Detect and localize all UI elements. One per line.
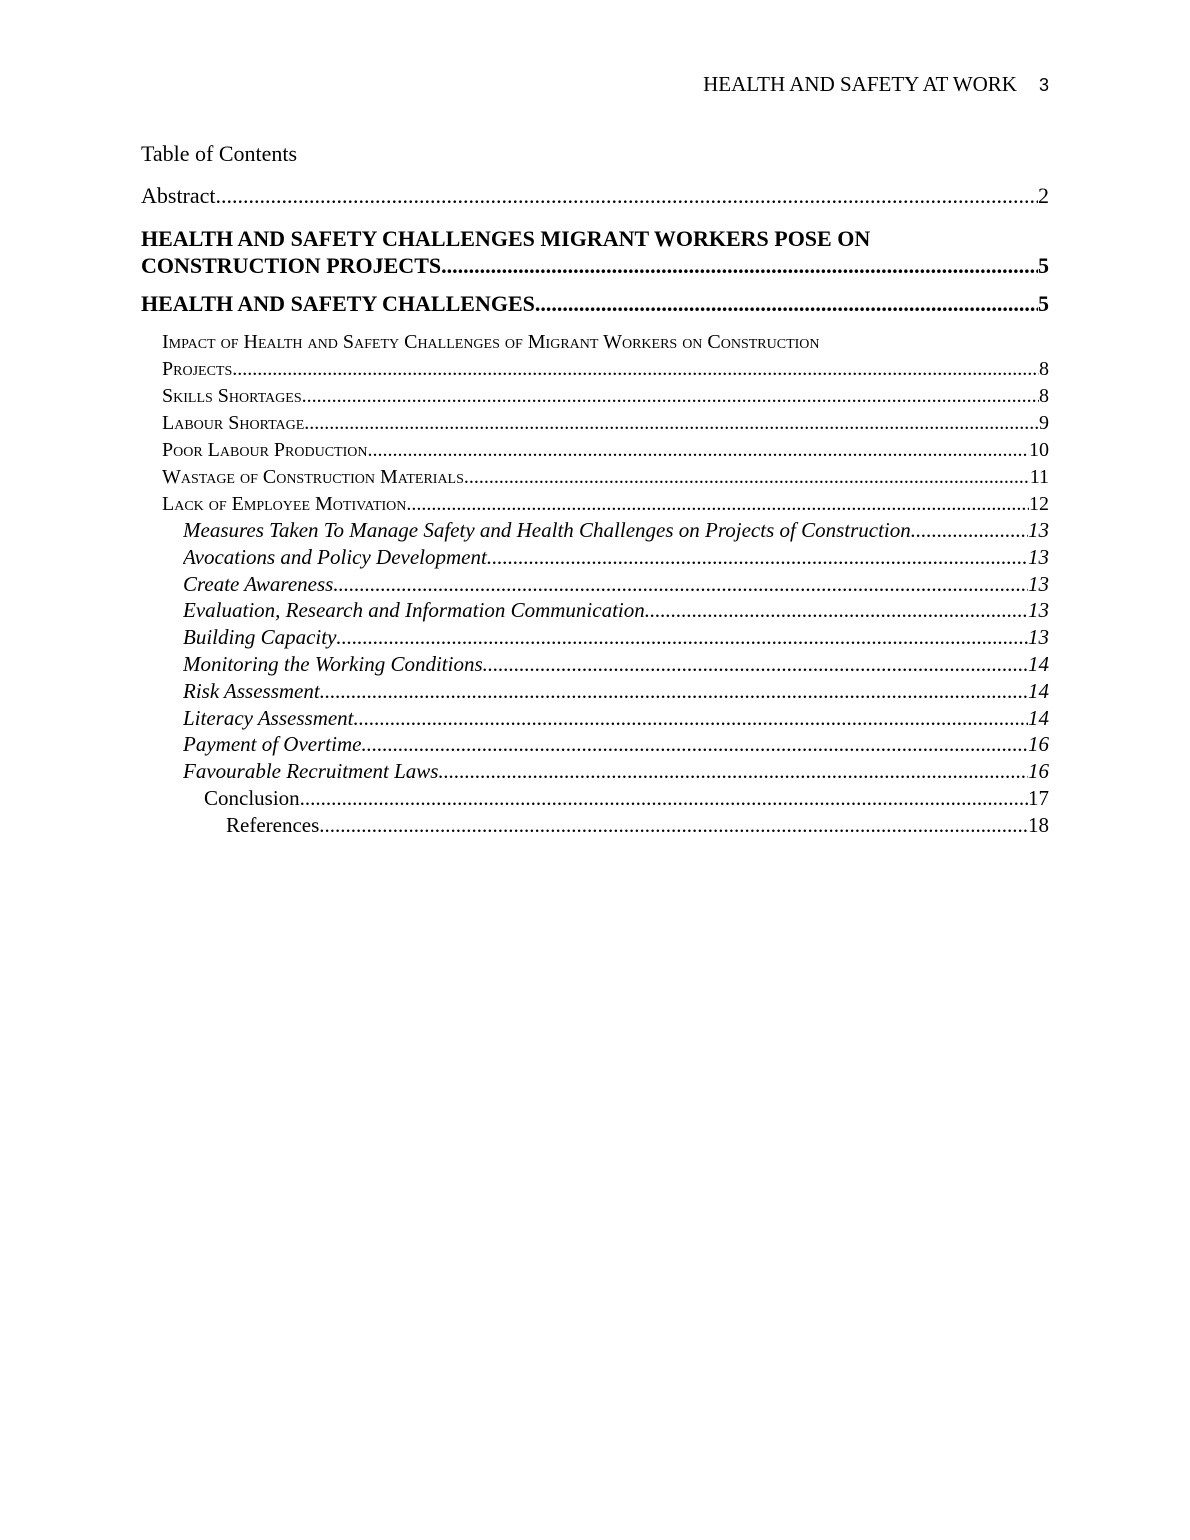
toc-entry-text: Monitoring the Working Conditions <box>183 652 483 676</box>
toc-entry-level2[interactable] <box>162 437 1049 463</box>
toc-entry-level3[interactable] <box>183 544 1049 570</box>
toc-entry-page: 10 <box>1029 439 1049 461</box>
toc-entry-level2[interactable] <box>162 383 1049 409</box>
toc-entry-page: 5 <box>1038 253 1049 278</box>
toc-entry-text: Measures Taken To Manage Safety and Health Challenges on Projects of Construction. <box>183 518 917 542</box>
page-number: 3 <box>1038 75 1049 95</box>
toc-title: Table of Contents <box>141 141 298 166</box>
dot-leader <box>320 678 1028 704</box>
toc-entry-level3[interactable] <box>183 731 1049 757</box>
toc-entry-page: 18 <box>1028 813 1049 837</box>
dot-leader <box>441 252 1038 279</box>
toc-entry-text: Favourable Recruitment Laws <box>183 759 439 783</box>
toc-entry-page: 16 <box>1028 759 1049 783</box>
toc-entry-text: Skills Shortages <box>162 385 302 407</box>
dot-leader <box>535 290 1038 317</box>
toc-entry-page: 8 <box>1039 385 1049 407</box>
toc-entry-text: Risk Assessment <box>183 679 320 703</box>
dot-leader <box>487 544 1028 570</box>
toc-entry-text: Evaluation, Research and Information Communication <box>183 598 645 622</box>
toc-entry-level3[interactable] <box>183 571 1049 597</box>
dot-leader <box>483 651 1028 677</box>
dot-leader <box>216 182 1038 210</box>
toc-entry-level3[interactable] <box>183 758 1049 784</box>
toc-entry-challenges[interactable] <box>141 290 1049 317</box>
toc-entry-level3[interactable] <box>183 517 1049 543</box>
toc-entry-text: Poor Labour Production <box>162 439 368 461</box>
dot-leader <box>367 437 1029 463</box>
toc-entry-page: 2 <box>1038 183 1049 208</box>
toc-entry-text: Labour Shortage <box>162 412 305 434</box>
toc-entry-page: 12 <box>1029 493 1049 515</box>
toc-entry-level3[interactable] <box>183 651 1049 677</box>
toc-entry-text: Wastage of Construction Materials <box>162 466 464 488</box>
toc-entry-references[interactable] <box>226 812 1049 838</box>
toc-entry-page: 13 <box>1028 518 1049 542</box>
toc-entry-impact[interactable] <box>162 356 1049 382</box>
toc-entry-conclusion[interactable] <box>204 785 1049 811</box>
toc-entry-level3[interactable] <box>183 624 1049 650</box>
toc-entry-page: 13 <box>1028 545 1049 569</box>
toc-entry-text: References <box>226 813 320 837</box>
dot-leader <box>302 383 1039 409</box>
toc-entry-page: 13 <box>1028 572 1049 596</box>
dot-leader <box>406 491 1029 517</box>
toc-entry-migrant-challenges[interactable] <box>141 252 1049 279</box>
toc-entry-text: Projects <box>162 358 233 380</box>
running-title: HEALTH AND SAFETY AT WORK <box>703 72 1017 96</box>
toc-entry-text: Create Awareness <box>183 572 334 596</box>
dot-leader <box>916 517 1028 543</box>
toc-entry-level2[interactable] <box>162 464 1049 490</box>
toc-entry-page: 16 <box>1028 732 1049 756</box>
toc-entry-text: Building Capacity <box>183 625 337 649</box>
toc-entry-text: Avocations and Policy Development <box>183 545 487 569</box>
toc-entry-page: 9 <box>1039 412 1049 434</box>
toc-entry-level3[interactable] <box>183 705 1049 731</box>
toc-entry-page: 14 <box>1028 679 1049 703</box>
dot-leader <box>645 597 1028 623</box>
toc-entry-text: Abstract <box>141 183 216 208</box>
toc-entry-abstract[interactable] <box>141 182 1049 210</box>
toc-entry-text: Payment of Overtime <box>183 732 362 756</box>
toc-entry-page: 13 <box>1028 598 1049 622</box>
dot-leader <box>319 812 1028 838</box>
toc-entry-text: CONSTRUCTION PROJECTS <box>141 253 442 278</box>
dot-leader <box>361 731 1028 757</box>
dot-leader <box>354 705 1028 731</box>
dot-leader <box>232 356 1039 382</box>
toc-entry-level2[interactable] <box>162 410 1049 436</box>
toc-entry-level3[interactable] <box>183 678 1049 704</box>
toc-entry-level2[interactable] <box>162 491 1049 517</box>
dot-leader <box>300 785 1028 811</box>
toc-entry-text: Conclusion <box>204 786 300 810</box>
toc-entry-migrant-line1[interactable]: HEALTH AND SAFETY CHALLENGES MIGRANT WORKERS POSE ON <box>141 226 871 251</box>
toc-entry-page: 17 <box>1028 786 1049 810</box>
toc-entry-page: 5 <box>1038 291 1049 316</box>
toc-entry-text: Literacy Assessment <box>183 706 354 730</box>
toc-entry-level3[interactable] <box>183 597 1049 623</box>
toc-entry-page: 14 <box>1028 652 1049 676</box>
toc-entry-page: 13 <box>1028 625 1049 649</box>
dot-leader <box>333 571 1028 597</box>
toc-entry-text: Lack of Employee Motivation <box>162 493 407 515</box>
dot-leader <box>336 624 1028 650</box>
toc-entry-text: HEALTH AND SAFETY CHALLENGES <box>141 291 535 316</box>
toc-entry-page: 14 <box>1028 706 1049 730</box>
dot-leader <box>304 410 1039 436</box>
toc-entry-impact-line1[interactable]: Impact of Health and Safety Challenges of Migrant Workers on Construction <box>162 331 820 353</box>
running-header <box>703 70 1049 99</box>
dot-leader <box>438 758 1028 784</box>
dot-leader <box>464 464 1030 490</box>
toc-entry-page: 8 <box>1039 358 1049 380</box>
toc-entry-page: 11 <box>1029 466 1049 488</box>
